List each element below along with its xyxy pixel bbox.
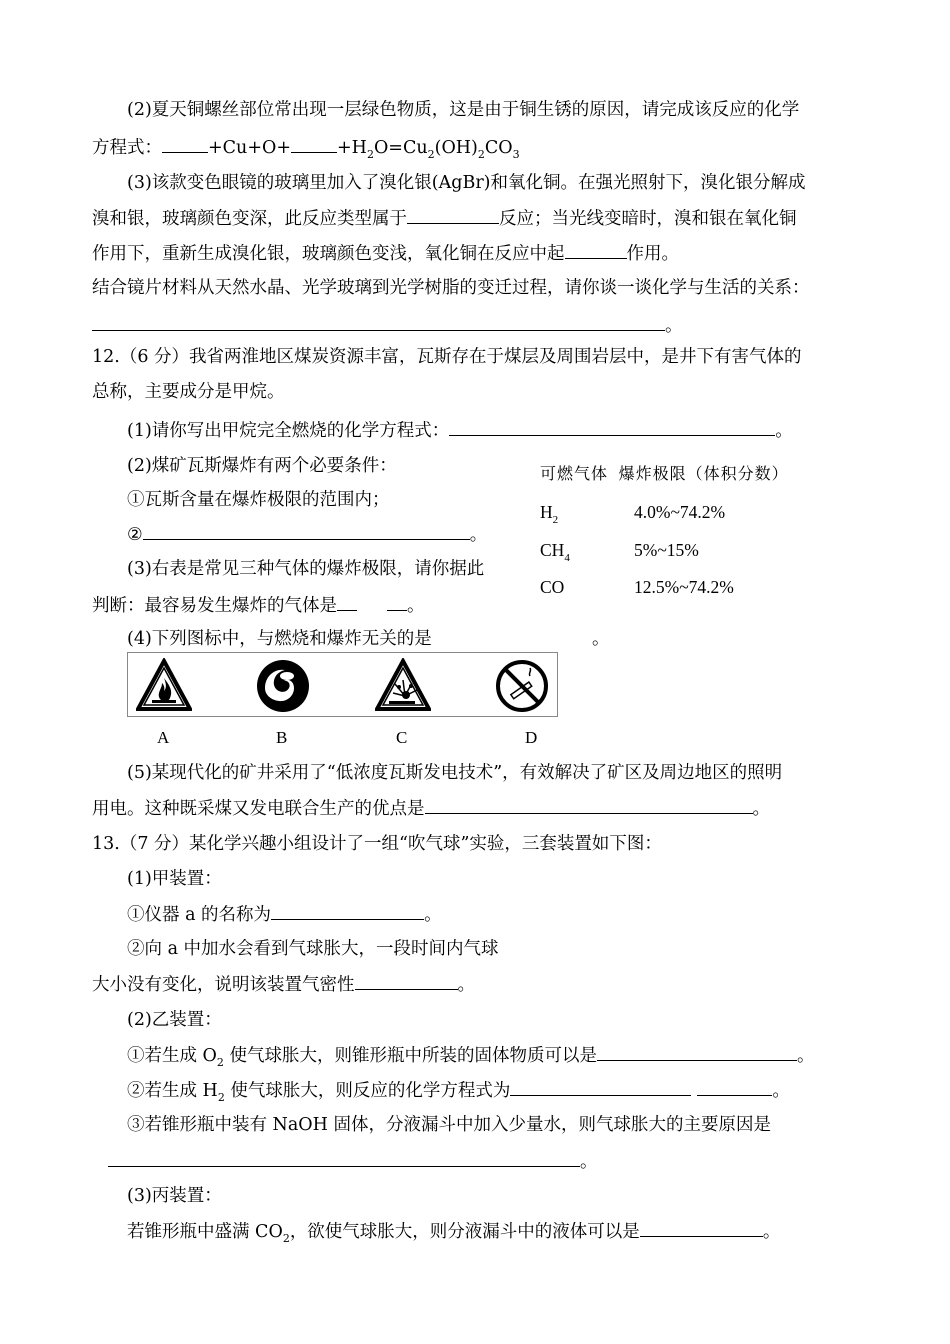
answer-blank[interactable] (162, 135, 208, 153)
q11-part3-line2 (92, 206, 797, 231)
table-cell-range: 12.5%~74.2% (634, 577, 734, 597)
table-header: 可燃气体 爆炸极限（体积分数） (540, 464, 789, 483)
sign-label-a: A (157, 728, 170, 747)
equation-text: O=Cu (373, 138, 428, 158)
punctuation: 。 (796, 1046, 815, 1066)
q12-intro-line1: 12.（6 分）我省两淮地区煤炭资源丰富，瓦斯存在于煤层及周围岩层中，是井下有害气体的 (92, 347, 802, 367)
answer-blank[interactable] (387, 593, 407, 611)
q12-part4: (4)下列图标中，与燃烧和爆炸无关的是 (127, 629, 432, 649)
question-text: ①若生成 O (127, 1046, 217, 1066)
q13-intro: 13.（7 分）某化学兴趣小组设计了一组“吹气球”实验，三套装置如下图： (92, 834, 662, 854)
q12-part4-end: 。 (592, 629, 610, 649)
q13-part2-1 (127, 1043, 814, 1068)
gas-name: H (540, 502, 553, 522)
question-text: 大小没有变化，说明该装置气密性 (92, 975, 355, 995)
answer-blank[interactable] (565, 241, 627, 259)
q13-part3-1 (127, 1219, 780, 1244)
answer-blank[interactable] (449, 418, 775, 436)
q13-part2: (2)乙装置： (127, 1010, 222, 1030)
punctuation: 。 (407, 596, 425, 616)
q11-part2-line1: (2)夏天铜螺丝部位常出现一层绿色物质，这是由于铜生锈的原因，请完成该反应的化学 (127, 100, 800, 120)
question-text: 若锥形瓶中盛满 CO (127, 1222, 283, 1242)
question-text: 使气球胀大，则锥形瓶中所装的固体物质可以是 (223, 1046, 597, 1066)
q13-part1-1 (127, 902, 442, 927)
question-text: 用电。这种既采煤又发电联合生产的优点是 (92, 799, 425, 819)
equation-text: + (276, 138, 292, 158)
q12-part2: (2)煤矿瓦斯爆炸有两个必要条件： (127, 456, 397, 476)
subscript: 2 (427, 148, 435, 161)
answer-blank[interactable] (108, 1149, 580, 1167)
equation-text: +Cu+O (208, 138, 277, 158)
equation-text: (OH) (434, 138, 478, 158)
answer-blank[interactable] (92, 313, 665, 331)
equation-text: CO (484, 138, 513, 158)
answer-blank[interactable] (291, 135, 337, 153)
question-text: 使气球胀大，则反应的化学方程式为 (224, 1081, 511, 1101)
corrosive-icon (255, 658, 311, 714)
answer-blank[interactable] (271, 902, 424, 920)
q12-part5-line2 (92, 796, 770, 821)
answer-blank[interactable] (510, 1078, 691, 1096)
equation-prefix: 方程式： (92, 138, 162, 158)
q12-part2-cond2 (127, 522, 487, 547)
question-text: (1)请你写出甲烷完全燃烧的化学方程式： (127, 421, 450, 441)
q13-part1-3 (92, 972, 475, 997)
q12-part3-line2 (92, 593, 425, 618)
q13-part1: (1)甲装置： (127, 869, 222, 889)
answer-blank[interactable] (697, 1078, 772, 1096)
q13-part2-2 (127, 1078, 790, 1103)
table-row (540, 575, 564, 599)
explosive-icon (375, 658, 431, 714)
q12-part5-line1: (5)某现代化的矿井采用了“低浓度瓦斯发电技术”，有效解决了矿区及周边地区的照明 (127, 763, 783, 783)
punctuation: 。 (665, 316, 683, 336)
answer-blank[interactable] (425, 796, 753, 814)
q11-part3-line3 (92, 241, 679, 266)
question-text: 溴和银，玻璃颜色变深，此反应类型属于 (92, 209, 407, 229)
equation-text: +H (337, 138, 367, 158)
sign-panel (127, 652, 558, 717)
q12-part1 (127, 418, 793, 443)
q13-part1-2: ②向 a 中加水会看到气球胀大，一段时间内气球 (127, 939, 499, 959)
punctuation: 。 (752, 799, 770, 819)
question-text: ②若生成 H (127, 1081, 218, 1101)
punctuation: 。 (762, 1222, 781, 1242)
punctuation: 。 (580, 1152, 598, 1172)
sign-label-c: C (396, 728, 408, 747)
no-smoking-icon (494, 658, 550, 714)
subscript: 2 (366, 148, 374, 161)
answer-blank[interactable] (597, 1043, 797, 1061)
answer-blank[interactable] (143, 522, 470, 540)
answer-blank[interactable] (407, 206, 499, 224)
sign-label-d: D (525, 728, 538, 747)
question-text: ② (127, 525, 143, 545)
subscript: 2 (216, 1056, 224, 1069)
question-text: 作用下，重新生成溴化银，玻璃颜色变浅，氧化铜在反应中起 (92, 244, 565, 264)
question-text: 判断：最容易发生爆炸的气体是 (92, 596, 337, 616)
question-text: 作用。 (626, 244, 679, 264)
table-row (540, 500, 558, 524)
q12-part2-cond1: ①瓦斯含量在爆炸极限的范围内； (127, 490, 390, 510)
q11-part2-equation (92, 135, 520, 160)
subscript: 4 (564, 552, 570, 564)
question-text: 反应；当光线变暗时，溴和银在氧化铜 (499, 209, 797, 229)
sign-label-b: B (276, 728, 288, 747)
subscript: 2 (282, 1232, 290, 1245)
q12-intro-line2: 总称，主要成分是甲烷。 (92, 382, 285, 402)
gas-name: CO (540, 577, 565, 597)
table-cell-range: 5%~15% (634, 540, 699, 560)
q11-part4-answer (92, 313, 683, 338)
table-row (540, 538, 570, 562)
punctuation: 。 (469, 525, 488, 545)
question-text: ，欲使气球胀大，则分液漏斗中的液体可以是 (289, 1222, 640, 1242)
subscript: 2 (552, 514, 559, 526)
q11-part4: 结合镜片材料从天然水晶、光学玻璃到光学树脂的变迁过程，请你谈一谈化学与生活的关系： (92, 278, 810, 298)
table-cell-range: 4.0%~74.2% (634, 502, 726, 522)
answer-blank[interactable] (355, 972, 458, 990)
subscript: 2 (477, 148, 485, 161)
q13-part2-3: ③若锥形瓶中装有 NaOH 固体，分液漏斗中加入少量水，则气球胀大的主要原因是 (127, 1115, 771, 1135)
punctuation: 。 (772, 1081, 790, 1101)
q11-part3-line1: (3)该款变色眼镜的玻璃里加入了溴化银(AgBr)和氧化铜。在强光照射下，溴化银分解成 (127, 173, 806, 193)
q13-part3: (3)丙装置： (127, 1186, 222, 1206)
answer-blank[interactable] (337, 593, 357, 611)
q13-part2-3-answer (108, 1149, 598, 1174)
punctuation: 。 (775, 421, 793, 441)
gas-name: CH (540, 540, 565, 560)
punctuation: 。 (424, 905, 442, 925)
flammable-icon (136, 658, 192, 714)
question-text: ①仪器 a 的名称为 (127, 905, 272, 925)
answer-blank[interactable] (640, 1219, 763, 1237)
subscript: 3 (512, 148, 520, 161)
punctuation: 。 (457, 975, 475, 995)
q12-part3-line1: (3)右表是常见三种气体的爆炸极限，请你据此 (127, 559, 485, 579)
subscript: 2 (217, 1091, 225, 1104)
